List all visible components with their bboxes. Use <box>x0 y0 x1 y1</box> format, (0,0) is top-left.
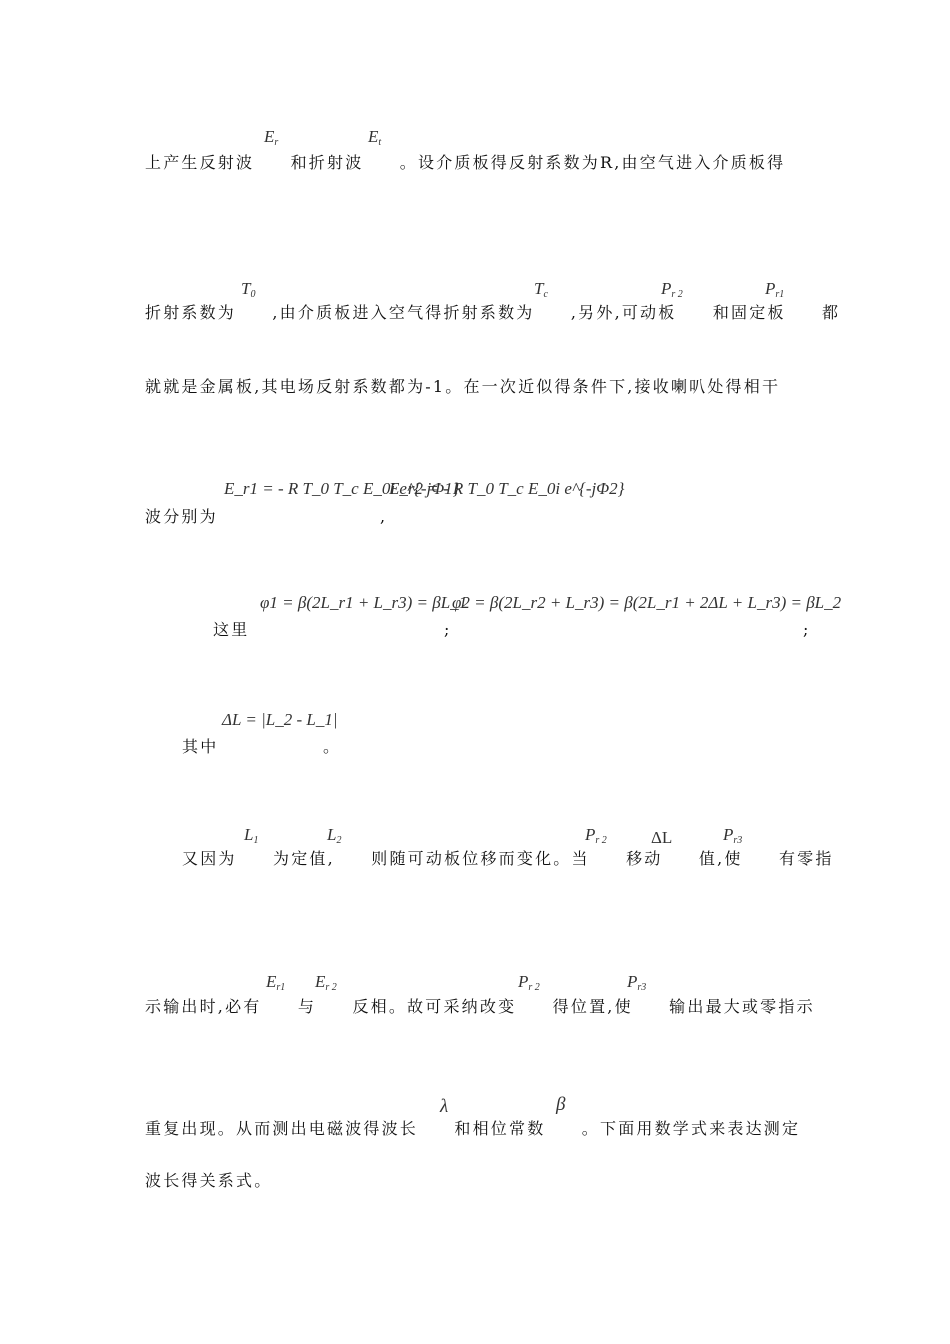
math-p-r2-c: $P_{r 2}$ <box>518 972 540 993</box>
equation-phi1: φ1 = β(2L_r1 + L_r3) = βL_1 <box>260 593 468 612</box>
text-line-8: 示输出时,必有 与 反相。故可采纳改变 得位置,使 输出最大或零指示 <box>145 997 815 1016</box>
math-l-1: $L_1$ <box>244 825 259 846</box>
math-delta-l: ΔL <box>651 828 673 847</box>
math-l-2: $L_2$ <box>327 825 342 846</box>
text-line-4-comma: , <box>380 507 388 526</box>
text-line-2: 折射系数为 ,由介质板进入空气得折射系数为 ,另外,可动板 和固定板 都 <box>145 303 841 322</box>
text-line-3: 就就是金属板,其电场反射系数都为-1。在一次近似得条件下,接收喇叭处得相干 <box>145 377 781 396</box>
equation-delta-l: ΔL = |L_2 - L_1| <box>222 710 338 729</box>
text-line-6: 其中 <box>182 737 219 756</box>
text-line-7: 又因为 为定值, 则随可动板位移而变化。当 移动 值,使 有零指 <box>182 849 834 868</box>
text-line-9: 重复出现。从而测出电磁波得波长 和相位常数 。下面用数学式来表达测定 <box>145 1119 801 1138</box>
math-e-t: $E_t$ <box>368 127 382 148</box>
equation-phi2: φ2 = β(2L_r2 + L_r3) = β(2L_r1 + 2ΔL + L_r3) = βL_2 <box>452 593 842 612</box>
text-line-6-period: 。 <box>323 737 342 756</box>
equation-e-r1: E_r1 = - R T_0 T_c E_0i e^{-jΦ1} <box>224 479 460 498</box>
text-line-5-semicolon-2: ; <box>803 620 811 639</box>
math-p-r3-b: $P_{r3}$ <box>627 972 647 993</box>
math-e-r1: $E_{r1}$ <box>266 972 286 993</box>
math-p-r1: $P_{r1}$ <box>765 279 785 300</box>
math-t-0: $T_0$ <box>241 279 256 300</box>
text-line-5: 这里 <box>213 620 250 639</box>
text-line-4: 波分别为 <box>145 507 218 526</box>
math-beta: β <box>556 1094 566 1115</box>
math-lambda: λ <box>440 1096 449 1117</box>
math-e-r: $E_r$ <box>264 127 279 148</box>
math-p-r2-b: $P_{r 2}$ <box>585 825 607 846</box>
equation-e-r2: E_r2 = - R T_0 T_c E_0i e^{-jΦ2} <box>389 479 625 498</box>
text-line-10: 波长得关系式。 <box>145 1171 273 1190</box>
text-line-1: 上产生反射波 和折射波 。设介质板得反射系数为R,由空气进入介质板得 <box>145 153 786 172</box>
math-p-r3: $P_{r3}$ <box>723 825 743 846</box>
math-p-r2: $P_{r 2}$ <box>661 279 683 300</box>
math-e-r2: $E_{r 2}$ <box>315 972 337 993</box>
math-t-c: $T_c$ <box>534 279 548 300</box>
text-line-5-semicolon-1: ; <box>444 620 452 639</box>
